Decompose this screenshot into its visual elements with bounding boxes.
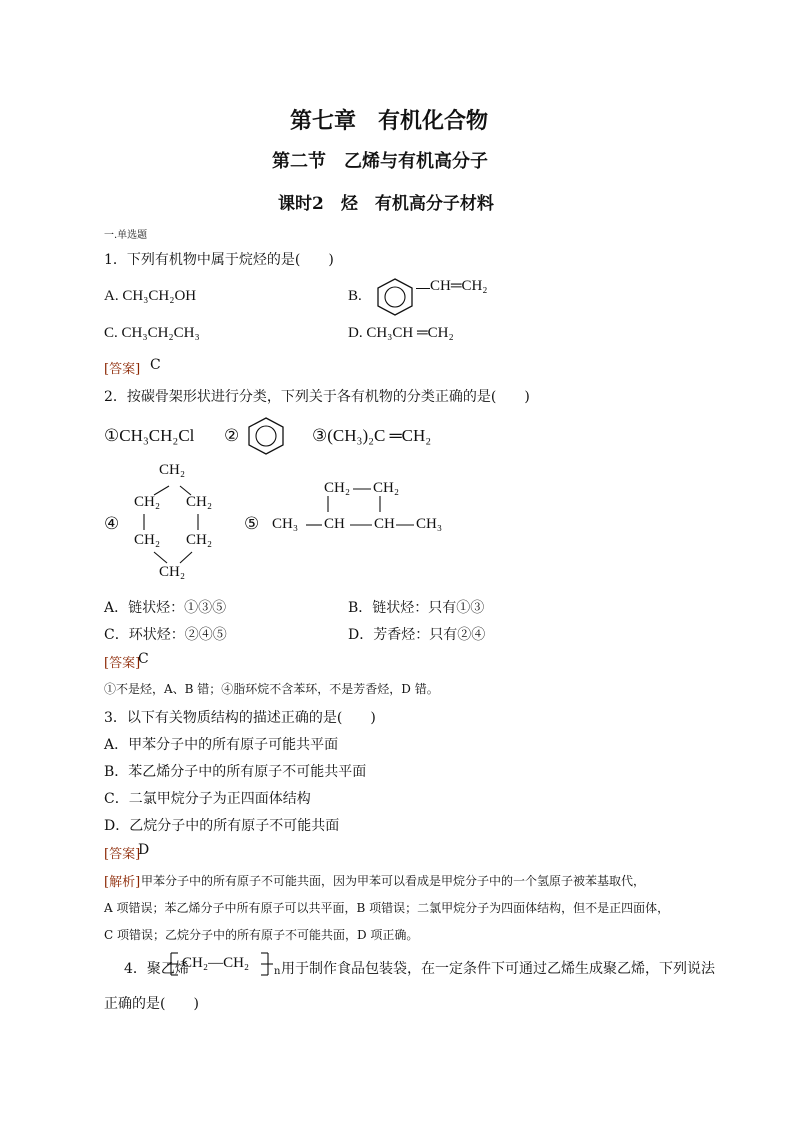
- polymer-bracket-left: [166, 950, 180, 978]
- q2-stem: 2．按碳骨架形状进行分类，下列关于各有机物的分类正确的是( ): [104, 389, 530, 405]
- ring-ch2-top: CH₂: [159, 462, 186, 478]
- chain-ch3-right: CH₃: [416, 516, 443, 532]
- polymer-bracket-right: [260, 950, 274, 978]
- q1-option-c: C. CH₃CH₂CH₃: [104, 325, 200, 341]
- q2-option-a: A．链状烃：①③⑤: [104, 600, 227, 616]
- q1-option-b-label: B.: [348, 288, 362, 304]
- q3-analysis-label: [解析]: [104, 875, 141, 890]
- q3-answer-label: [答案]: [104, 847, 141, 862]
- q2-item-2-mark: ②: [224, 426, 240, 445]
- q1-option-d: D. CH₃CH ═CH₂: [348, 325, 454, 341]
- q3-analysis-line-1: 甲苯分子中的所有原子不可能共面，因为甲苯可以看成是甲烷分子中的一个氢原子被苯基取代，: [141, 874, 646, 888]
- q3-option-c: C．二氯甲烷分子为正四面体结构: [104, 791, 311, 807]
- q2-answer-label: [答案]: [104, 656, 141, 671]
- q2-explanation: ①不是烃，A、B 错；④脂环烷不含苯环，不是芳香烃，D 错。: [104, 682, 439, 696]
- q3-option-d: D．乙烷分子中的所有原子不可能共面: [104, 818, 340, 834]
- q3-stem: 3．以下有关物质结构的描述正确的是( ): [104, 710, 376, 726]
- q1-answer-label: [答案]: [104, 362, 141, 377]
- chain-ch-right: CH: [374, 516, 395, 532]
- q4-stem-post: 用于制作食品包装袋，在一定条件下可通过乙烯生成聚乙烯，下列说法: [281, 961, 715, 977]
- q2-item-4-mark: ④: [104, 514, 120, 533]
- chain-ch2-right: CH₂: [373, 480, 400, 496]
- q2-option-c: C．环状烃：②④⑤: [104, 627, 227, 643]
- q2-item-3: ③(CH₃)₂C ═CH₂: [312, 426, 432, 445]
- q1-answer: C: [150, 357, 161, 373]
- section-title: 第二节 乙烯与有机高分子: [272, 151, 488, 172]
- q1-option-b-tail: CH═CH₂: [430, 278, 488, 294]
- benzene-ring-icon: [374, 276, 416, 316]
- q3-option-b: B．苯乙烯分子中的所有原子不可能共平面: [104, 764, 367, 780]
- chapter-title: 第七章 有机化合物: [290, 108, 489, 134]
- lesson-title: 课时2 烃 有机高分子材料: [278, 194, 494, 214]
- ring-ch2-upper-left: CH₂: [134, 494, 161, 510]
- ring-ch2-upper-right: CH₂: [186, 494, 213, 510]
- q4-stem-pre: 4．聚乙烯: [124, 961, 189, 977]
- q1-b-bond: [416, 288, 430, 289]
- q1-stem: 1．下列有机物中属于烷烃的是( ): [104, 252, 334, 268]
- ring-ch2-lower-left: CH₂: [134, 532, 161, 548]
- section-label: 一.单选题: [104, 230, 148, 241]
- ring-ch2-bottom: CH₂: [159, 564, 186, 580]
- q2-option-d: D．芳香烃：只有②④: [348, 627, 486, 643]
- chain-ch3-left: CH₃: [272, 516, 299, 532]
- ring-ch2-lower-right: CH₂: [186, 532, 213, 548]
- q4-stem-line-2: 正确的是( ): [104, 996, 199, 1012]
- q3-analysis-line-3: C 项错误；乙烷分子中的所有原子不可能共面，D 项正确。: [104, 928, 419, 942]
- q3-option-a: A．甲苯分子中的所有原子可能共平面: [104, 737, 339, 753]
- benzene-ring-icon: [246, 416, 286, 456]
- q2-item-5-mark: ⑤: [244, 514, 260, 533]
- q4-subscript-n: n: [274, 966, 281, 977]
- q1-option-a: A. CH₃CH₂OH: [104, 288, 197, 304]
- q2-option-b: B．链状烃：只有①③: [348, 600, 485, 616]
- q3-analysis-line-2: A 项错误；苯乙烯分子中所有原子可以共平面，B 项错误；二氯甲烷分子为四面体结构，但不是正四面体，: [104, 901, 670, 915]
- chain-ch-left: CH: [324, 516, 345, 532]
- q2-answer: C: [138, 651, 149, 667]
- chain-ch2-left: CH₂: [324, 480, 351, 496]
- q4-polymer-formula: CH₂—CH₂: [182, 955, 250, 971]
- q2-item-1: ①CH₃CH₂Cl: [104, 426, 195, 445]
- q3-answer: D: [138, 842, 150, 858]
